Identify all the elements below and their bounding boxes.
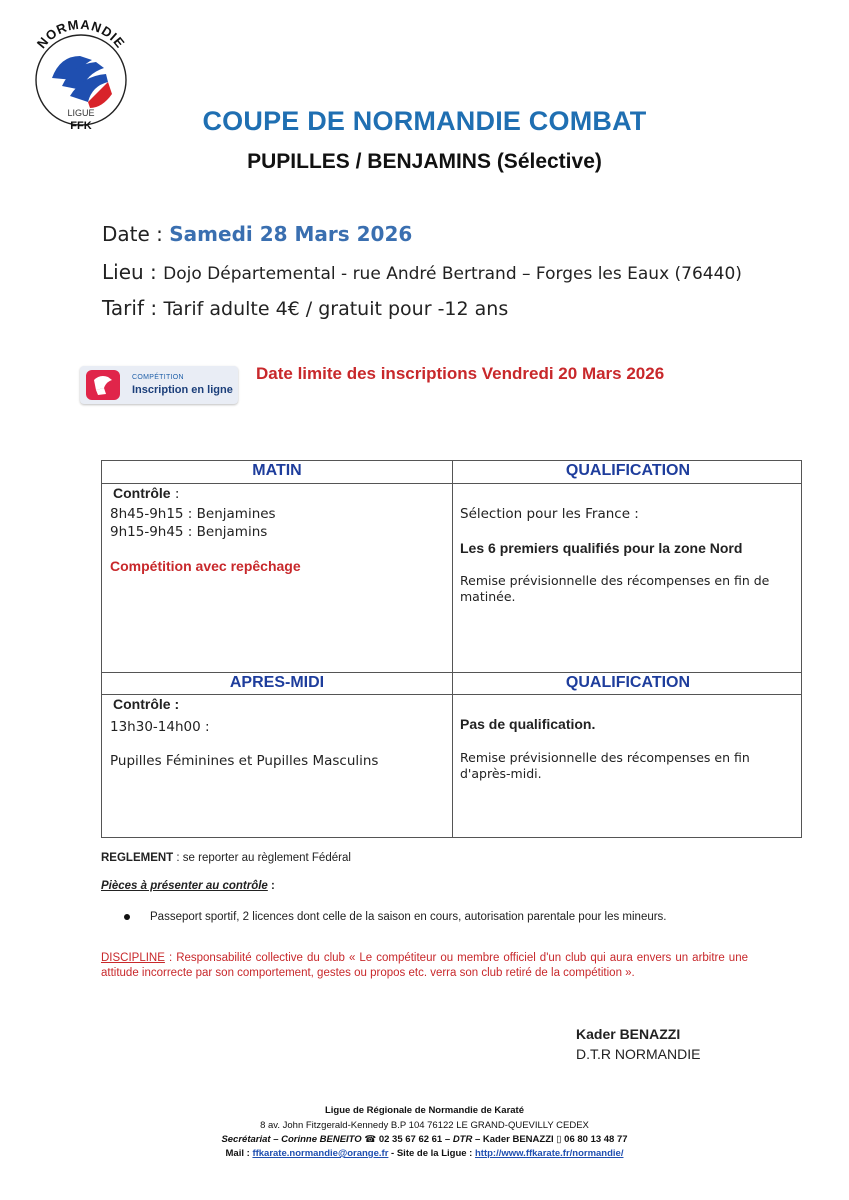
pas-qualification: Pas de qualification. (460, 716, 596, 732)
fist-icon (84, 368, 122, 402)
signature-name: Kader BENAZZI (576, 1026, 681, 1042)
table-divider (452, 461, 453, 837)
lieu-line (102, 260, 742, 284)
tarif-label: Tarif : (102, 296, 164, 320)
table-divider (102, 483, 801, 484)
apres-time: 13h30-14h00 : (110, 719, 210, 735)
reglement-line: REGLEMENT : se reporter au règlement Fédéral (101, 852, 351, 864)
qualification-header: QUALIFICATION (565, 462, 691, 479)
remise-apres: Remise prévisionnelle des récompenses en fin d'après-midi. (460, 750, 750, 781)
matin-header: MATIN (252, 462, 302, 479)
footer-address: 8 av. John Fitzgerald-Kennedy B.P 104 76122 LE GRAND-QUEVILLY CEDEX (260, 1120, 589, 1131)
tarif-value: Tarif adulte 4€ / gratuit pour -12 ans (163, 298, 509, 320)
mail-link[interactable]: ffkarate.normandie@orange.fr (252, 1148, 389, 1159)
schedule-table (101, 460, 802, 838)
matin-controle: Contrôle : (113, 485, 180, 502)
site-link[interactable]: http://www.ffkarate.fr/normandie/ (474, 1148, 624, 1159)
lieu-value: Dojo Départemental - rue André Bertrand – Forges les Eaux (76440) (163, 264, 742, 284)
apres-pupilles: Pupilles Féminines et Pupilles Masculins (110, 753, 379, 769)
tarif-line (102, 296, 508, 320)
signature-role: D.T.R NORMANDIE (576, 1046, 701, 1062)
lieu-label: Lieu : (102, 260, 164, 284)
date-value: Samedi 28 Mars 2026 (169, 222, 413, 246)
premiers-qualifies: Les 6 premiers qualifiés pour la zone Nord (460, 540, 743, 556)
discipline-text: DISCIPLINE : Responsabilité collective du club « Le compétiteur ou membre officiel d'un club qui aura envers un arbitre une attitude incorrecte par son comportement, gestes ou propos etc. verra son club retiré de la compétition ». (101, 952, 748, 979)
matin-benjamins: 9h15-9h45 : Benjamins (110, 524, 268, 540)
phone-icon: ☎ (364, 1134, 377, 1145)
table-divider (102, 694, 801, 695)
badge-big-label: Inscription en ligne (132, 384, 233, 396)
apres-controle: Contrôle : (113, 696, 180, 712)
footer-links: Mail : ffkarate.normandie@orange.fr - Site de la Ligue : http://www.ffkarate.fr/normandie/ (225, 1148, 624, 1159)
logo-ligue-text: LIGUE (67, 108, 95, 118)
matin-repechage: Compétition avec repêchage (110, 558, 301, 574)
inscription-en-ligne-button[interactable] (80, 366, 238, 404)
footer-contacts: Secrétariat – Corinne BENEITO ☎ 02 35 67 62 61 – DTR – Kader BENAZZI ▯ 06 80 13 48 77 (221, 1134, 628, 1145)
apres-midi-header: APRES-MIDI (229, 674, 325, 691)
pieces-line: Pièces à présenter au contrôle : (101, 880, 275, 892)
table-divider (102, 672, 801, 673)
remise-matin: Remise prévisionnelle des récompenses en fin de matinée. (460, 573, 770, 604)
selection-france: Sélection pour les France : (460, 506, 639, 522)
matin-benjamines: 8h45-9h15 : Benjamines (110, 506, 276, 522)
page-subtitle: PUPILLES / BENJAMINS (Sélective) (247, 150, 602, 173)
deadline-text: Date limite des inscriptions Vendredi 20 Mars 2026 (256, 364, 665, 383)
page-title: COUPE DE NORMANDIE COMBAT (202, 106, 647, 136)
footer-org: Ligue de Régionale de Normandie de Karaté (324, 1105, 525, 1116)
mobile-icon: ▯ (556, 1134, 562, 1145)
bullet-icon (124, 914, 130, 920)
badge-small-label: COMPÉTITION (132, 374, 184, 381)
logo-arc-text: NORMANDIE (33, 18, 129, 52)
logo-ffk-text: FFK (70, 120, 92, 132)
pieces-bullet: Passeport sportif, 2 licences dont celle de la saison en cours, autorisation parentale pour les mineurs. (124, 911, 667, 923)
qualification-header: QUALIFICATION (565, 674, 691, 691)
date-label: Date : (102, 222, 170, 246)
date-line (102, 222, 412, 246)
